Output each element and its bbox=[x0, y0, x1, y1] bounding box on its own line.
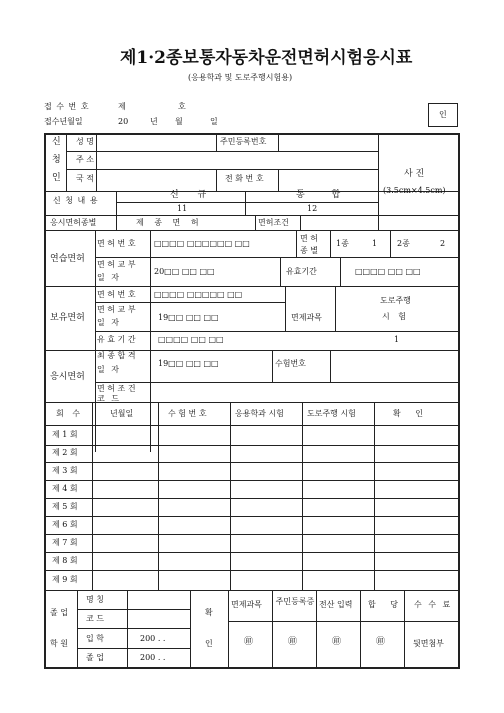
footer-col-computer: 전산 입력 bbox=[319, 600, 353, 609]
application-content-label: 신 청 내 용 bbox=[53, 196, 99, 205]
class1-label: 1종 bbox=[336, 239, 349, 248]
attempts-col-round: 회 수 bbox=[56, 409, 83, 418]
final-pass-value: 19□□ □□ □□ bbox=[158, 359, 219, 368]
seal-mark: ㊞ bbox=[332, 637, 342, 647]
combined-code: 12 bbox=[307, 204, 318, 213]
exempt-subject-label: 면제과목 bbox=[291, 313, 322, 322]
held-valid-value: □□□□ □□ □□ bbox=[158, 335, 224, 344]
learner-license-label: 연습면허 bbox=[50, 254, 85, 264]
resident-no-label: 주민등록번호 bbox=[220, 137, 267, 146]
receipt-month: 월 bbox=[175, 117, 183, 126]
page-subtitle: (응용학과 및 도로주행시험용) bbox=[188, 73, 293, 82]
receipt-year: 년 bbox=[150, 117, 158, 126]
learner-type-label-1: 면 허 bbox=[300, 234, 318, 243]
new-code: 11 bbox=[177, 204, 188, 213]
table-row: 제 2 회 bbox=[52, 448, 78, 457]
learner-valid-label: 유효기간 bbox=[286, 267, 317, 276]
school-name-label: 명 칭 bbox=[86, 595, 104, 604]
class2-code: 2 bbox=[440, 239, 446, 248]
school-label-2: 학 원 bbox=[50, 639, 68, 648]
applicant-side-1: 신 bbox=[52, 137, 61, 147]
attempts-col-exam-no: 수 험 번 호 bbox=[168, 409, 207, 418]
learner-valid-value: □□□□ □□ □□ bbox=[355, 267, 421, 276]
seal-label: 인 bbox=[439, 110, 447, 119]
held-license-no-value: □□□□ □□□□□ □□ bbox=[154, 290, 243, 299]
exam-license-label: 응시면허 bbox=[50, 372, 85, 382]
road-test-code: 1 bbox=[394, 335, 400, 344]
attempts-col-confirm: 확 인 bbox=[393, 409, 429, 418]
condition-code-label-1: 면 허 조 건 bbox=[97, 384, 136, 393]
held-issue-label-1: 면 허 교 부 bbox=[97, 305, 136, 314]
nationality-label: 국 적 bbox=[76, 174, 94, 183]
table-row: 제 4 회 bbox=[52, 484, 78, 493]
held-issue-value: 19□□ □□ □□ bbox=[158, 313, 219, 322]
receipt-no-label: 접 수 번 호 bbox=[44, 102, 90, 111]
school-label-1: 졸 업 bbox=[50, 608, 68, 617]
name-label: 성 명 bbox=[76, 137, 94, 146]
held-license-no-label: 면 허 번 호 bbox=[97, 290, 136, 299]
footer-col-fee: 수 수 료 bbox=[414, 600, 453, 609]
receipt-date-value: 20 bbox=[118, 117, 129, 126]
receipt-date-label: 접수년월일 bbox=[44, 117, 83, 126]
table-row: 제 1 회 bbox=[52, 430, 78, 439]
attempts-col-date: 년월일 bbox=[110, 409, 134, 418]
held-issue-label-2: 일 자 bbox=[97, 318, 121, 327]
confirm-label-2: 인 bbox=[205, 639, 213, 648]
footer-col-exempt: 면제과목 bbox=[231, 600, 262, 609]
seal-mark: ㊞ bbox=[288, 637, 298, 647]
address-label: 주 소 bbox=[76, 155, 94, 164]
seal-mark: ㊞ bbox=[244, 637, 254, 647]
grad-label: 졸 업 bbox=[86, 653, 104, 662]
stamp-note: 뒷면첨부 bbox=[413, 639, 444, 648]
footer-col-id-card: 주민등록증 bbox=[275, 597, 315, 606]
seal-mark: ㊞ bbox=[376, 637, 386, 647]
enroll-value: 200 . . bbox=[140, 634, 166, 643]
class1-code: 1 bbox=[372, 239, 378, 248]
license-type-label: 응시면허종별 bbox=[50, 218, 97, 227]
new-label: 신 규 bbox=[170, 190, 215, 200]
school-code-label: 코 드 bbox=[86, 614, 104, 623]
attempts-col-road: 도로주행 시험 bbox=[307, 409, 356, 418]
photo-label: 사 진 bbox=[404, 169, 425, 179]
table-row: 제 6 회 bbox=[52, 520, 78, 529]
table-row: 제 7 회 bbox=[52, 538, 78, 547]
class2-label: 2종 bbox=[397, 239, 410, 248]
photo-size: (3.5cm×4.5cm) bbox=[383, 186, 446, 195]
footer-col-responsible: 합 당 bbox=[368, 600, 404, 609]
table-row: 제 3 회 bbox=[52, 466, 78, 475]
receipt-no-suffix: 호 bbox=[178, 102, 186, 111]
grad-value: 200 . . bbox=[140, 653, 166, 662]
table-row: 제 5 회 bbox=[52, 502, 78, 511]
final-pass-label-1: 최 종 합 격 bbox=[97, 351, 136, 360]
confirm-label-1: 확 bbox=[205, 608, 213, 617]
learner-license-no-value: □□□□ □□□□□□ □□ bbox=[154, 239, 250, 248]
learner-issue-label-1: 면 허 교 부 bbox=[97, 260, 136, 269]
learner-issue-label-2: 일 자 bbox=[97, 273, 121, 282]
exam-no-label: 수험번호 bbox=[275, 359, 306, 368]
final-pass-label-2: 일 자 bbox=[97, 365, 121, 374]
enroll-label: 입 학 bbox=[86, 634, 104, 643]
held-license-label: 보유면허 bbox=[50, 313, 85, 323]
table-row: 제 9 회 bbox=[52, 575, 78, 584]
condition-code-label-2: 코 드 bbox=[97, 394, 121, 403]
license-condition-label: 면허조건 bbox=[258, 218, 289, 227]
page-title: 제1·2종보통자동차운전면허시험응시표 bbox=[120, 48, 413, 68]
road-test-label-1: 도로주행 bbox=[380, 296, 411, 305]
receipt-no-mid: 제 bbox=[118, 102, 126, 111]
license-type-blank: 제 종 면 허 bbox=[136, 218, 203, 227]
held-valid-label: 유 효 기 간 bbox=[97, 335, 136, 344]
attempts-col-theory: 응용학과 시험 bbox=[235, 409, 284, 418]
phone-label: 전 화 번 호 bbox=[225, 174, 264, 183]
road-test-label-2: 시 험 bbox=[382, 312, 409, 321]
combined-label: 통 합 bbox=[296, 190, 353, 200]
applicant-side-3: 인 bbox=[52, 173, 61, 183]
table-row: 제 8 회 bbox=[52, 556, 78, 565]
learner-issue-value: 20□□ □□ □□ bbox=[154, 267, 215, 276]
learner-license-no-label: 면 허 번 호 bbox=[97, 239, 136, 248]
learner-type-label-2: 종 별 bbox=[300, 246, 318, 255]
applicant-side-2: 청 bbox=[52, 155, 61, 165]
receipt-day: 일 bbox=[210, 117, 218, 126]
